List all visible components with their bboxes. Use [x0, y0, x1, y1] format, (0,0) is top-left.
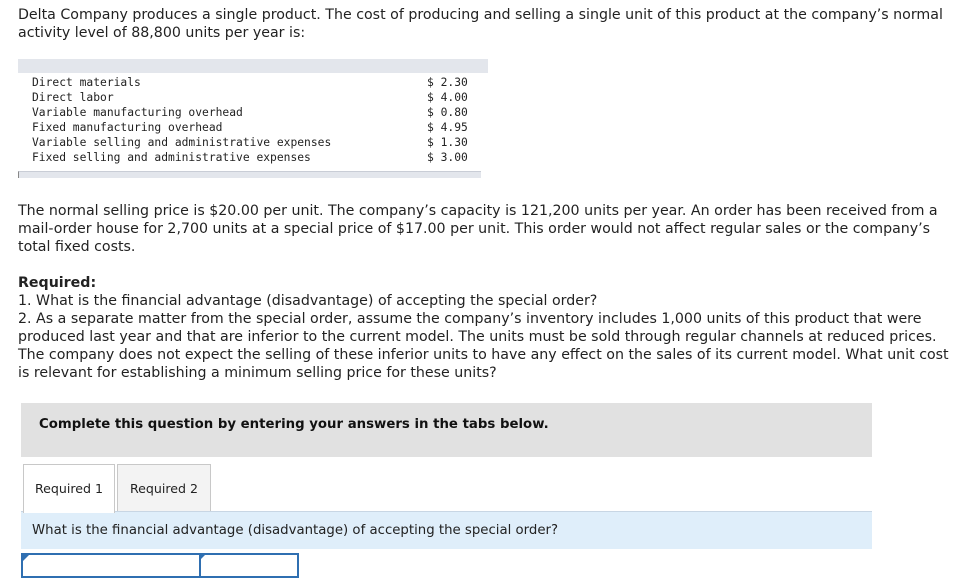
instructions-text: Complete this question by entering your answers in the tabs below.	[39, 417, 549, 432]
answer-row	[21, 553, 299, 578]
table-row	[32, 90, 331, 105]
cost-amount: $ 1.30	[427, 136, 468, 149]
cost-label: Direct labor	[32, 91, 114, 104]
answer-input-amount[interactable]	[201, 555, 297, 576]
cost-table	[32, 75, 468, 165]
question-text: What is the financial advantage (disadvantage) of accepting the special order?	[32, 523, 559, 538]
required-heading: Required:	[18, 275, 97, 291]
input-marker-icon	[199, 555, 205, 561]
requirement-2-text: 2. As a separate matter from the special order, assume the company’s inventory includes 1,000 units of this product that were produced last year and that are inferior to the current model. The units must be sold through regular channels at reduced prices. The company does not expect the selling of these inferior units to have any effect on the sales of its current model. What unit cost is relevant for establishing a minimum selling price for these units?	[18, 311, 949, 381]
cost-amount: $ 4.95	[427, 121, 468, 134]
instructions-box	[21, 403, 872, 457]
cost-label: Direct materials	[32, 76, 141, 89]
tab-label: Required 1	[34, 481, 104, 496]
cost-label: Variable selling and administrative expenses	[32, 136, 332, 149]
cost-label: Fixed manufacturing overhead	[32, 121, 223, 134]
table-row	[32, 120, 331, 135]
table-row	[32, 150, 331, 165]
table-header-bar	[18, 59, 488, 73]
tab-required-1[interactable]	[23, 464, 115, 513]
requirement-1-text: 1. What is the financial advantage (disadvantage) of accepting the special order?	[18, 293, 598, 309]
input-marker-icon	[23, 555, 29, 561]
cost-amount: $ 0.80	[427, 106, 468, 119]
cost-amount: $ 4.00	[427, 91, 468, 104]
cost-amount: $ 3.00	[427, 151, 468, 164]
required-section	[18, 274, 953, 382]
tab-required-2[interactable]	[117, 464, 211, 512]
question-bar	[21, 511, 872, 549]
table-row	[32, 105, 331, 120]
cost-label: Variable manufacturing overhead	[32, 106, 243, 119]
answer-input-label[interactable]	[23, 555, 201, 576]
tab-label: Required 2	[129, 481, 199, 496]
cost-label: Fixed selling and administrative expenses	[32, 151, 311, 164]
order-paragraph: The normal selling price is $20.00 per unit. The company’s capacity is 121,200 units per year. An order has been received from a mail-order house for 2,700 units at a special price of $17.00 per unit. This order would not affect regular sales or the company’s total fixed costs.	[18, 203, 938, 255]
cost-table-container	[18, 59, 488, 177]
cost-amount: $ 2.30	[427, 76, 468, 89]
table-row	[32, 135, 331, 150]
intro-paragraph: Delta Company produces a single product. The cost of producing and selling a single unit of this product at the company’s normal activity level of 88,800 units per year is:	[18, 7, 943, 41]
table-row	[32, 75, 331, 90]
table-footer-bar	[18, 171, 481, 178]
